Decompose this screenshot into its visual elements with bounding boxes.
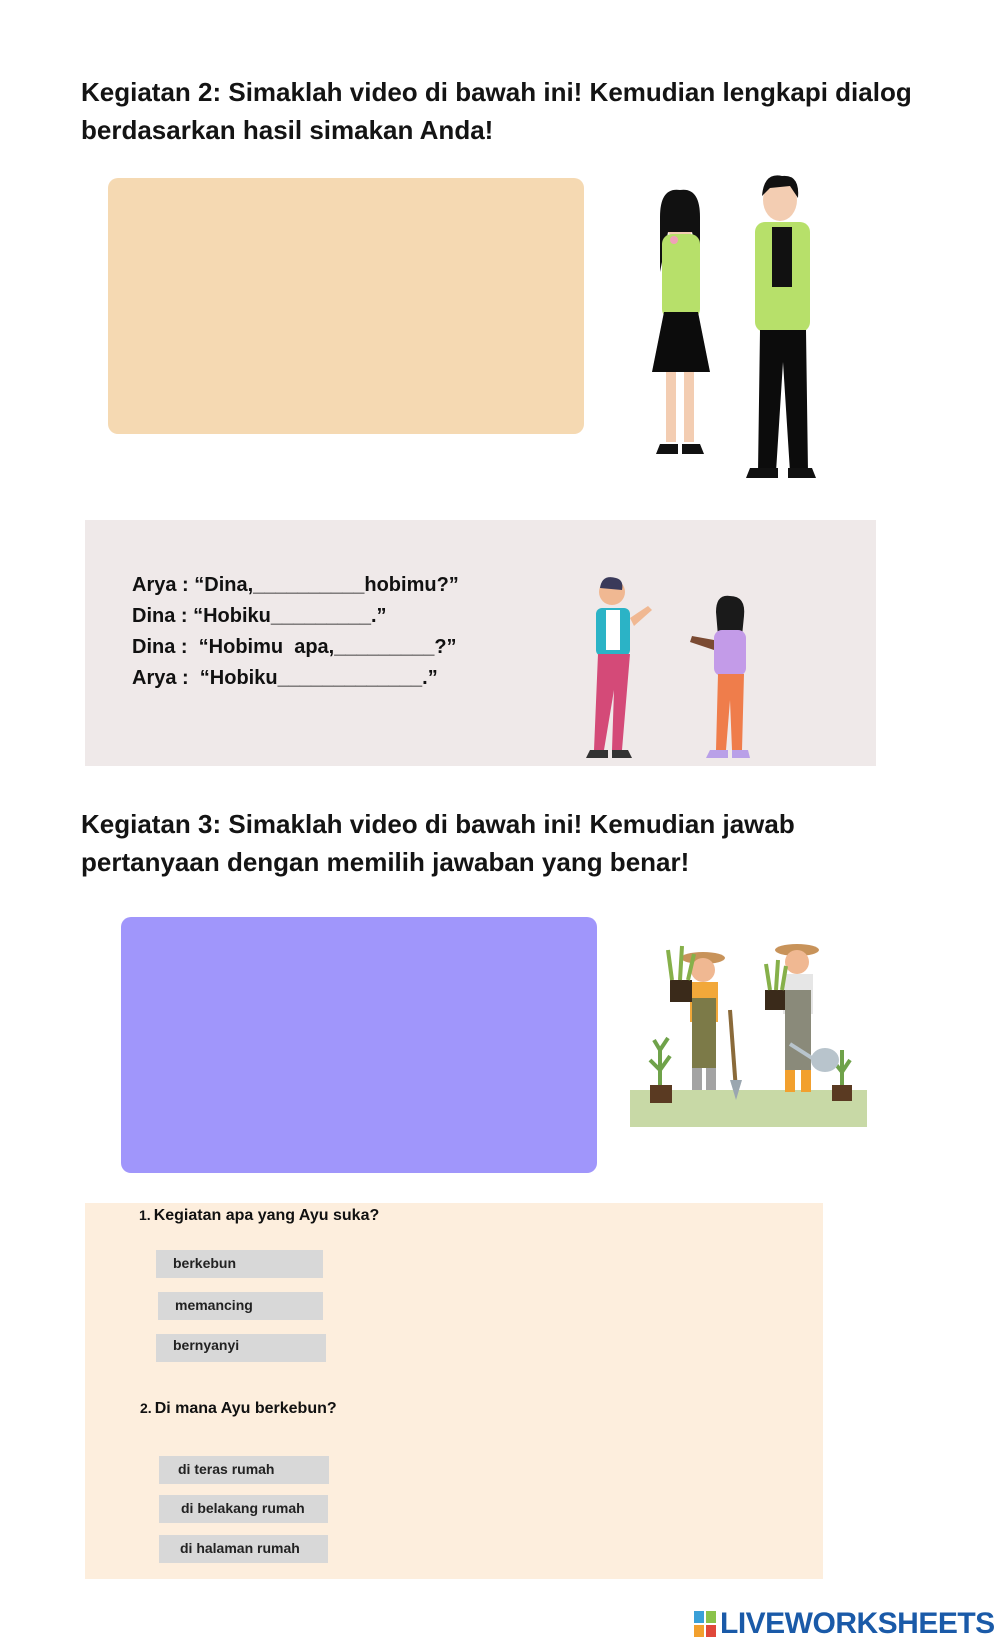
- q2-option-belakang-rumah[interactable]: di belakang rumah: [159, 1495, 328, 1523]
- activity3-heading-line2: pertanyaan dengan memilih jawaban yang benar!: [81, 847, 690, 877]
- dialog-line-1: Arya : “Dina,__________hobimu?”: [132, 574, 459, 596]
- activity2-heading: [81, 73, 981, 149]
- gardening-illustration: [630, 930, 867, 1127]
- q2-option-halaman-rumah[interactable]: di halaman rumah: [159, 1535, 328, 1563]
- dialog-line-4: Arya : “Hobiku_____________.”: [132, 667, 438, 689]
- students-illustration: [630, 172, 850, 492]
- dialog-line-3: Dina : “Hobimu apa,_________?”: [132, 636, 457, 658]
- question-2-text: Di mana Ayu berkebun?: [154, 1400, 337, 1417]
- q2-option-teras-rumah[interactable]: di teras rumah: [159, 1456, 329, 1484]
- liveworksheets-logo-text: LIVEWORKSHEETS: [720, 1607, 995, 1640]
- liveworksheets-logo-icon: [694, 1611, 716, 1637]
- dialog-line-2: Dina : “Hobiku_________.”: [132, 605, 387, 627]
- liveworksheets-logo[interactable]: [694, 1608, 995, 1640]
- question-1: [139, 1207, 379, 1225]
- q1-option-memancing[interactable]: memancing: [158, 1292, 323, 1320]
- question-1-number: 1.: [139, 1207, 151, 1223]
- question-2-number: 2.: [140, 1400, 152, 1416]
- activity3-heading-line1: Kegiatan 3: Simaklah video di bawah ini! Kemudian jawab: [81, 809, 795, 839]
- activity3-heading: [81, 805, 981, 881]
- video-player-activity2[interactable]: [108, 178, 584, 434]
- activity2-heading-line1: Kegiatan 2: Simaklah video di bawah ini! Kemudian lengkapi dialog: [81, 77, 912, 107]
- question-2: [140, 1400, 337, 1418]
- conversation-illustration: [560, 570, 770, 765]
- q1-option-berkebun[interactable]: berkebun: [156, 1250, 323, 1278]
- question-1-text: Kegiatan apa yang Ayu suka?: [153, 1207, 380, 1224]
- q1-option-bernyanyi[interactable]: bernyanyi: [156, 1334, 326, 1362]
- activity2-heading-line2: berdasarkan hasil simakan Anda!: [81, 115, 494, 145]
- video-player-activity3[interactable]: [121, 917, 597, 1173]
